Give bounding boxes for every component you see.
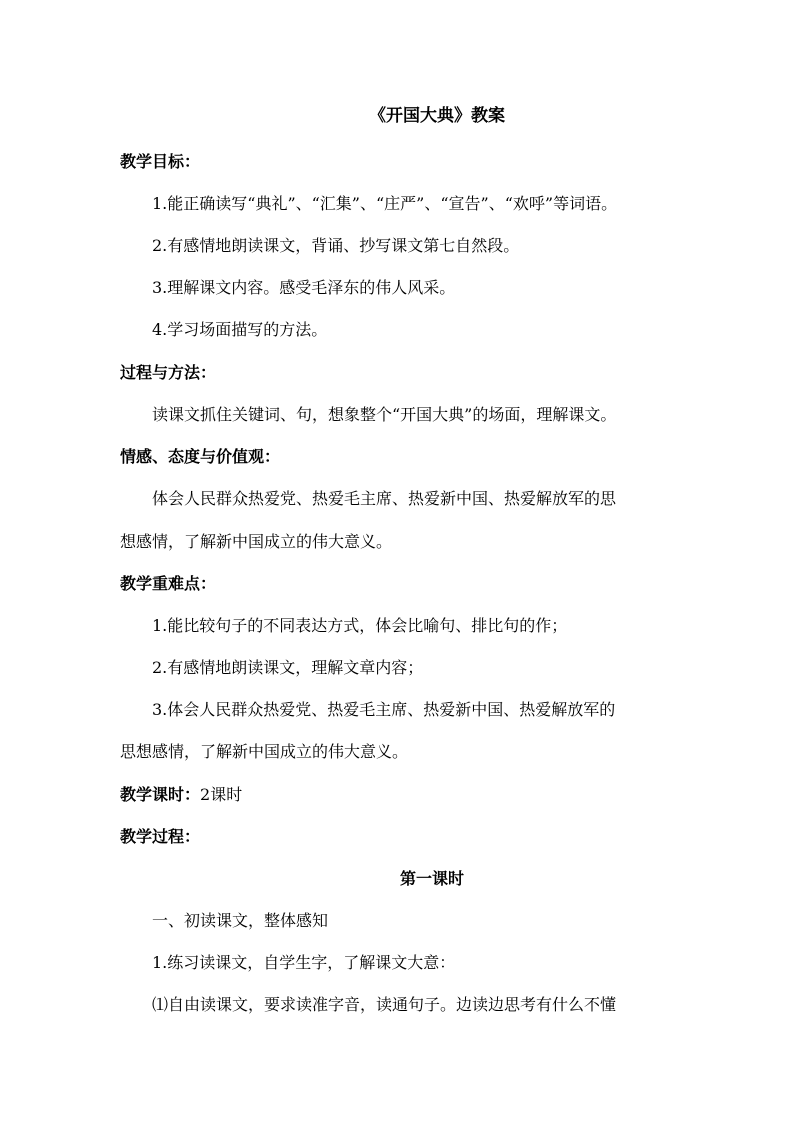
procedure-item-1a: ⑴自由读课文，要求读准字音，读通句子。边读边思考有什么不懂 — [152, 995, 617, 1014]
procedure-step-1: 一、初读课文，整体感知 — [152, 911, 329, 930]
teaching-hours-label: 教学课时： — [120, 785, 201, 804]
goal-item-3: 3.理解课文内容。感受毛泽东的伟人风采。 — [152, 278, 456, 297]
process-method-text: 读课文抓住关键词、句，想象整个“开国大典”的场面，理解课文。 — [152, 405, 617, 424]
lesson-title: 第一课时 — [399, 869, 464, 888]
goal-item-2: 2.有感情地朗读课文，背诵、抄写课文第七自然段。 — [152, 236, 520, 255]
teaching-hours — [120, 785, 720, 805]
procedure-item-1: 1.练习读课文，自学生字，了解课文大意： — [152, 953, 456, 972]
teaching-hours-value: 2课时 — [200, 785, 243, 804]
process-method-heading: 过程与方法： — [120, 363, 217, 382]
goal-item-1: 1.能正确读写“典礼”、“汇集”、“庄严”、“宣告”、“欢呼”等词语。 — [152, 194, 618, 213]
emotion-text-line-1: 体会人民群众热爱党、热爱毛主席、热爱新中国、热爱解放军的思 — [152, 489, 617, 508]
key-point-item-2: 2.有感情地朗读课文，理解文章内容； — [152, 658, 424, 677]
goal-item-4: 4.学习场面描写的方法。 — [152, 320, 328, 339]
emotion-heading: 情感、态度与价值观： — [120, 447, 281, 466]
key-point-item-3-continued: 思想感情，了解新中国成立的伟大意义。 — [120, 742, 409, 761]
key-point-item-1: 1.能比较句子的不同表达方式，体会比喻句、排比句的作； — [152, 616, 568, 635]
key-point-item-3: 3.体会人民群众热爱党、热爱毛主席、热爱新中国、热爱解放军的 — [152, 700, 616, 719]
emotion-text-line-2: 想感情，了解新中国成立的伟大意义。 — [120, 532, 393, 551]
procedure-heading: 教学过程： — [120, 827, 201, 846]
key-points-heading: 教学重难点： — [120, 574, 217, 593]
goals-heading: 教学目标： — [120, 152, 201, 171]
document-title: 《开国大典》教案 — [369, 106, 505, 126]
